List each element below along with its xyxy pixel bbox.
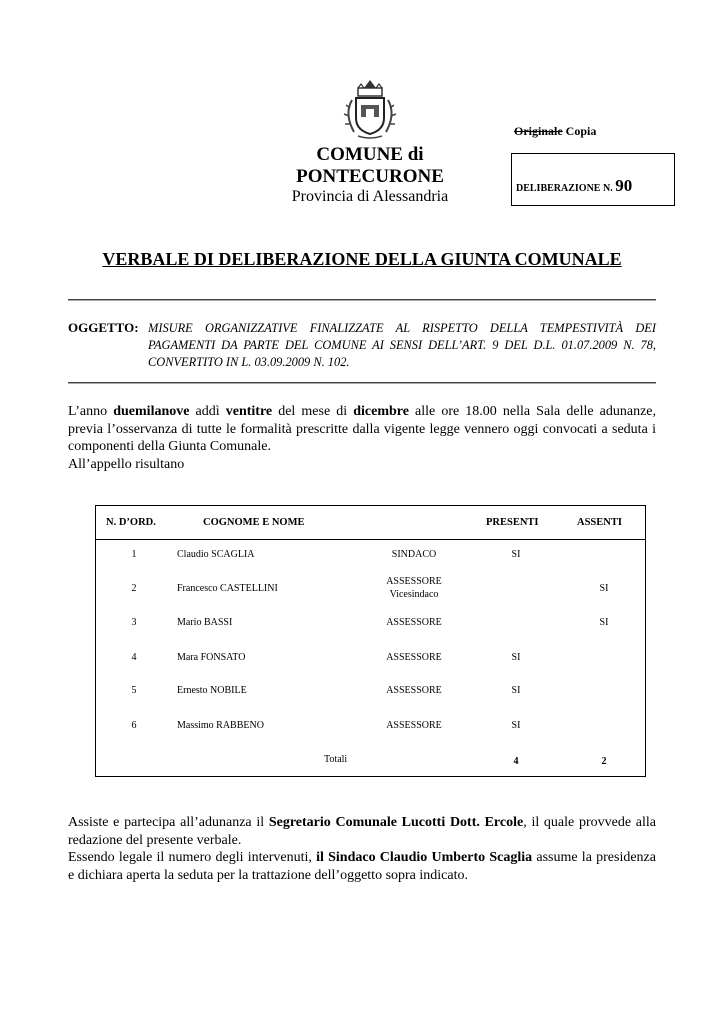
row-presente: SI (511, 652, 521, 663)
header-presenti: PRESENTI (486, 517, 539, 528)
row-carica: ASSESSORE (386, 617, 442, 628)
row-carica: ASSESSORE (386, 652, 442, 663)
row-name: Ernesto NOBILE (177, 685, 247, 696)
deliberazione-box (511, 153, 675, 206)
appello-text: All’appello risultano (68, 457, 185, 472)
row-number: 1 (131, 549, 137, 560)
row-name: Claudio SCAGLIA (177, 549, 255, 560)
closing-text: , il quale provvede alla redazione del presente verbale. (68, 815, 656, 848)
header-nome: COGNOME E NOME (203, 517, 305, 528)
row-carica: ASSESSORE (386, 720, 442, 731)
comune-title (270, 144, 470, 188)
closing-text: assume la presidenza e dichiara aperta la seduta per la trattazione dell’oggetto sopra indicato. (68, 850, 656, 883)
segretario-name: Segretario Comunale Lucotti Dott. Ercole (268, 815, 524, 830)
row-number: 5 (131, 685, 137, 696)
row-carica-sub: Vicesindaco (389, 589, 439, 600)
row-assente: SI (599, 583, 609, 594)
row-name: Mara FONSATO (177, 652, 246, 663)
row-presente: SI (511, 685, 521, 696)
oggetto-label: OGGETTO: (68, 320, 139, 335)
table-header-rule (96, 539, 645, 540)
divider-bottom (68, 382, 656, 384)
mese-value: dicembre (353, 404, 409, 419)
municipal-crest-icon (340, 78, 400, 142)
row-number: 6 (131, 720, 137, 731)
originale-label: Originale (514, 124, 563, 138)
provincia-label: Provincia di Alessandria (291, 188, 449, 205)
closing-text: Essendo legale il numero degli intervenuti, (68, 850, 317, 865)
totali-presenti: 4 (513, 756, 519, 767)
row-presente: SI (511, 549, 521, 560)
row-carica: SINDACO (391, 549, 437, 560)
page-title: VERBALE DI DELIBERAZIONE DELLA GIUNTA COMUNALE (102, 249, 622, 269)
row-carica: ASSESSORE (386, 576, 442, 587)
giorno-value: ventitre (225, 404, 273, 419)
row-assente: SI (599, 617, 609, 628)
totali-label: Totali (324, 754, 348, 765)
divider-top (68, 299, 656, 301)
attendance-table (95, 505, 646, 777)
comune-line1: COMUNE di (316, 144, 424, 165)
deliberazione-label (516, 176, 632, 196)
row-number: 4 (131, 652, 137, 663)
intro-paragraph (68, 403, 656, 456)
header-assenti: ASSENTI (577, 517, 622, 528)
row-presente: SI (511, 720, 521, 731)
row-number: 2 (131, 583, 137, 594)
sindaco-paragraph (68, 849, 656, 884)
deliberazione-number: 90 (615, 176, 633, 195)
intro-text: L’anno (68, 404, 114, 419)
comune-line2: PONTECURONE (296, 166, 444, 187)
closing-text: Assiste e partecipa all’adunanza il (68, 815, 269, 830)
oggetto-text: MISURE ORGANIZZATIVE FINALIZZATE AL RISPETTO DELLA TEMPESTIVITÀ DEI PAGAMENTI DA PARTE DEL COMUNE AI SENSI DELL’ART. 9 DEL D.L. 01.07.2009 N. 78, CONVERTITO IN L. 03.09.2009 N. 102. (148, 321, 656, 369)
row-name: Francesco CASTELLINI (177, 583, 278, 594)
totali-assenti: 2 (601, 756, 607, 767)
intro-text: del mese di (272, 404, 354, 419)
intro-text: addì (189, 404, 226, 419)
row-name: Mario BASSI (177, 617, 233, 628)
anno-value: duemilanove (113, 404, 190, 419)
row-name: Massimo RABBENO (177, 720, 264, 731)
header-ord: N. D’ORD. (106, 517, 156, 528)
deliberazione-text: DELIBERAZIONE N. (516, 183, 613, 194)
row-number: 3 (131, 617, 137, 628)
row-carica: ASSESSORE (386, 685, 442, 696)
copia-label: Copia (565, 124, 597, 138)
sindaco-name: il Sindaco Claudio Umberto Scaglia (316, 850, 533, 865)
originale-copia (514, 124, 596, 139)
intro-text: alle ore 18.00 nella Sala delle adunanze, previa l’osservanza di tutte le formalità prescritte dalla vigente legge vennero oggi convocati a seduta i componenti della Giunta Comunale. (68, 404, 656, 454)
segretario-paragraph (68, 814, 656, 849)
